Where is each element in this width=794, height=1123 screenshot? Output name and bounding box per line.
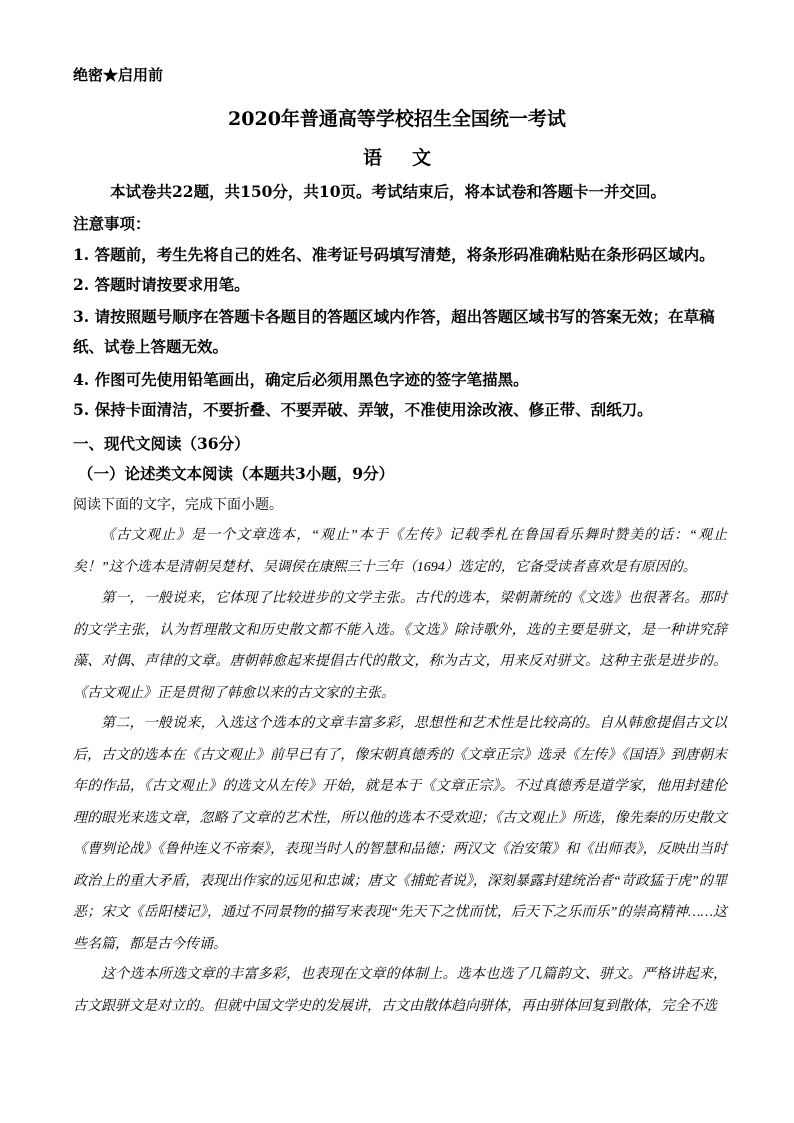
instruction: 阅读下面的文字，完成下面小题。 — [73, 497, 283, 513]
note-item: 1. 答题前，考生先将自己的姓名、准考证号码填写清楚，将条形码准确粘贴在条形码区域内。 — [73, 245, 715, 264]
passage-paragraph: 这个选本所选文章的丰富多彩，也表现在文章的体制上。选本也选了几篇韵文、骈文。严格讲起来，古文跟骈文是对立的。但就中国文学史的发展讲，古文由散体趋向骈体，再由骈体回复到散体，完全不选 — [73, 967, 727, 1014]
passage-paragraph: 第二，一般说来，入选这个选本的文章丰富多彩，思想性和艺术性是比较高的。自从韩愈提倡古文以后，古文的选本在《古文观止》前早已有了，像宋朝真德秀的《文章正宗》选录《左传》《国语》到唐朝末年的作品，《古文观止》的选文从左传》开始，就是本于《文章正宗》。不过真德秀是道学家，他用封建伦理的眼光来选文章，忽略了文章的艺术性，所以他的选本不受欢迎；《古文观止》所选，像先秦的历史散文《曹刿论战》《鲁仲连义不帝秦》，表现当时人的智慧和品德；两汉文《治安策》和《出师表》，反映出当时政治上的重大矛盾，表现出作家的远见和忠诚；唐文《捕蛇者说》，深刻暴露封建统治者“苛政猛于虎”的罪恶；宋文《岳阳楼记》，通过不同景物的描写来表现“先天下之忧而忧，后天下之乐而乐”的崇高精神……这些名篇，都是古今传诵。 — [73, 716, 727, 952]
passage-paragraph: 《古文观止》是一个文章选本，“观止”本于《左传》记载季札在鲁国看乐舞时赞美的话：“观止矣！”这个选本是清朝吴楚材、吴调侯在康熙三十三年（1694）选定的，它备受读者喜欢是有原因的。 — [73, 528, 727, 575]
sub-title: （一）论述类文本阅读（本题共3小题，9分） — [78, 464, 395, 483]
subject-title: 语文 — [362, 147, 461, 169]
exam-title: 2020年普通高等学校招生全国统一考试 — [228, 108, 566, 130]
notes-heading: 注意事项： — [73, 214, 151, 233]
note-item: 3. 请按照题号顺序在答题卡各题目的答题区域内作答，超出答题区域书写的答案无效；在草稿纸、试卷上答题无效。 — [73, 307, 715, 356]
secret-mark: 绝密★启用前 — [73, 66, 164, 84]
note-item: 2. 答题时请按要求用笔。 — [73, 275, 250, 294]
part-title: 一、现代文阅读（36分） — [73, 434, 250, 453]
exam-intro: 本试卷共22题，共150分，共10页。考试结束后，将本试卷和答题卡一并交回。 — [110, 182, 666, 201]
note-item: 5. 保持卡面清洁，不要折叠、不要弄破、弄皱，不准使用涂改液、修正带、刮纸刀。 — [73, 400, 653, 419]
passage-paragraph: 第一，一般说来，它体现了比较进步的文学主张。古代的选本，梁朝萧统的《文选》也很著名。那时的文学主张，认为哲理散文和历史散文都不能入选。《文选》除诗歌外，选的主要是骈文，是一种讲究辞藻、对偶、声律的文章。唐朝韩愈起来提倡古代的散文，称为古文，用来反对骈文。这种主张是进步的。《古文观止》正是贯彻了韩愈以来的古文家的主张。 — [73, 591, 727, 701]
note-item: 4. 作图可先使用铅笔画出，确定后必须用黑色字迹的签字笔描黑。 — [73, 370, 529, 389]
